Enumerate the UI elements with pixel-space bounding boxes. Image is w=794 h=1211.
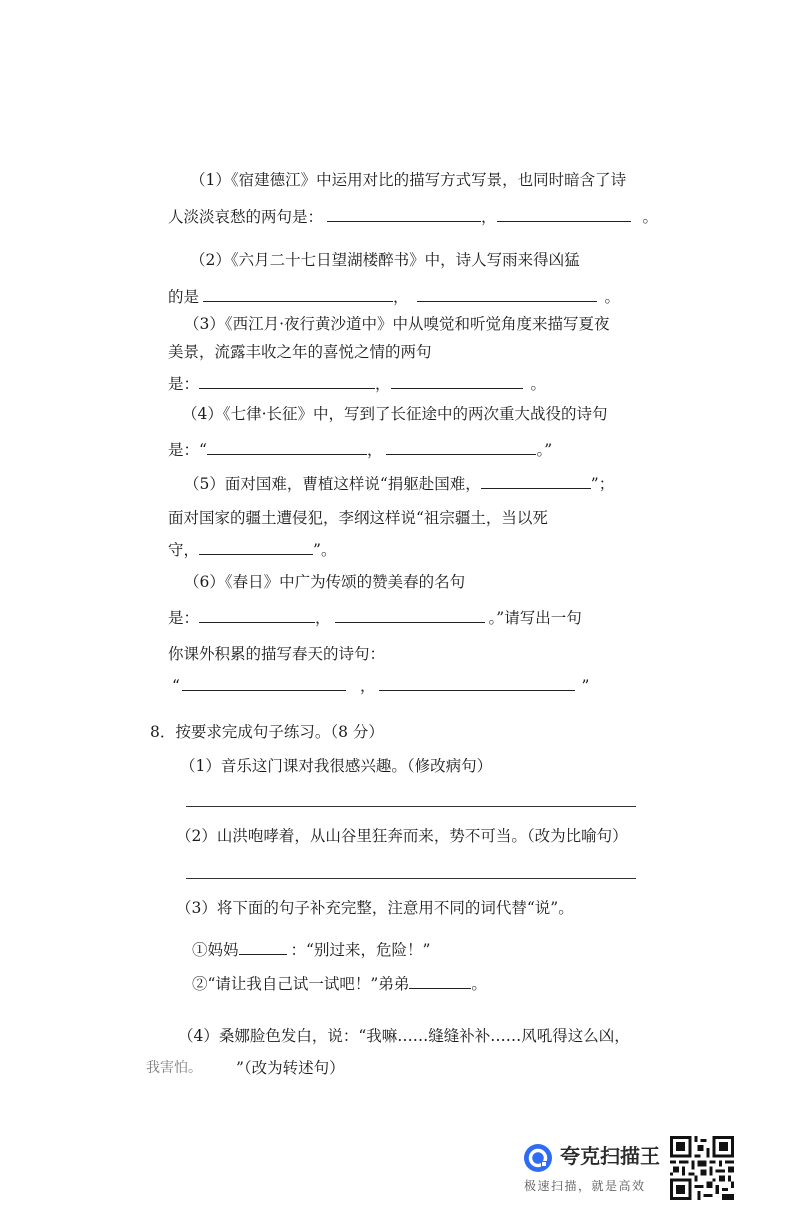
q8-s3a-blank[interactable] [239, 940, 287, 955]
qr-code-icon[interactable] [670, 1136, 734, 1200]
q6-close-quote: ” [581, 677, 590, 695]
q5-prompt: 守， [168, 541, 200, 559]
q6-text: 。”请写出一句 [488, 609, 582, 627]
q4-end: 。” [536, 441, 553, 459]
q3-line1: （3）《西江月·夜行黄沙道中》中从嗅觉和听觉角度来描写夏夜 [184, 315, 610, 333]
q5-blank-2[interactable] [199, 540, 313, 555]
q1-comma: ， [481, 208, 497, 226]
q3-line3 [168, 374, 546, 394]
q5-close: ”； [590, 475, 615, 493]
q2-blank-2[interactable] [417, 287, 597, 302]
q2-comma: ， [393, 288, 409, 306]
q8-s3a-rest: ：“别过来，危险！” [290, 941, 431, 959]
q6-open-quote: “ [172, 677, 180, 695]
q6-blank-3[interactable] [182, 676, 346, 691]
q4-blank-2[interactable] [386, 440, 536, 455]
q6-comma: ， [315, 609, 331, 627]
q8-s2-answer-line[interactable] [186, 878, 636, 879]
q4-line2 [168, 440, 552, 460]
q1-line2 [168, 207, 658, 227]
q3-prompt: 是： [168, 375, 200, 393]
q8-s3: （3）将下面的句子补充完整，注意用不同的词代替“说”。 [176, 899, 574, 917]
q2-line2 [168, 287, 620, 307]
q8-s4: （4）桑娜脸色发白，说：“我嘛……缝缝补补……风吼得这么凶， [178, 1027, 630, 1045]
q1-line1: （1）《宿建德江》中运用对比的描写方式写景，也同时暗含了诗 [190, 171, 627, 189]
brand-name: 夸克扫描王 [560, 1144, 660, 1168]
q6-prompt: 是： [168, 609, 200, 627]
q8-s3a [192, 940, 430, 960]
q8-s4-cut-text: 我害怕。 [146, 1060, 202, 1076]
q8-s1-answer-line[interactable] [186, 806, 636, 807]
q2-line1: （2）《六月二十七日望湖楼醉书》中，诗人写雨来得凶猛 [190, 251, 580, 269]
q1-end: 。 [642, 208, 659, 226]
q6-line4 [172, 676, 589, 696]
q4-blank-1[interactable] [207, 440, 367, 455]
q8-s3b [192, 974, 487, 994]
q5-end: ”。 [313, 541, 337, 559]
q3-line2: 美景，流露丰收之年的喜悦之情的两句 [168, 343, 432, 361]
brand-slogan: 极速扫描，就是高效 [524, 1179, 646, 1193]
q4-line1: （4）《七律·长征》中，写到了长征途中的两次重大战役的诗句 [182, 405, 608, 423]
q6-blank-4[interactable] [379, 676, 575, 691]
q5-text: （5）面对国难，曹植这样说“捐躯赴国难， [184, 475, 481, 493]
q1-prompt: 人淡淡哀愁的两句是： [168, 208, 324, 226]
q8-s3b-blank[interactable] [409, 974, 471, 989]
q4-prompt: 是：“ [168, 441, 207, 459]
q4-comma: ， [366, 441, 383, 459]
q5-line1 [184, 474, 614, 494]
q2-prompt: 的是 [168, 288, 200, 306]
q8-s4-instruction: ”（改为转述句） [236, 1059, 345, 1077]
q8-s3b-text: ②“请让我自己试一试吧！”弟弟 [192, 975, 410, 993]
q8-s3a-text: ①妈妈 [192, 941, 239, 959]
q6-line1: （6）《春日》中广为传颂的赞美春的名句 [184, 573, 466, 591]
q3-comma: ， [375, 375, 391, 393]
scanner-brand [522, 1140, 670, 1200]
q8-s3b-end: 。 [471, 975, 487, 993]
q3-blank-1[interactable] [199, 374, 375, 389]
q6-blank-2[interactable] [335, 608, 485, 623]
q8-s4-line2 [146, 1058, 345, 1078]
q5-line2: 面对国家的疆土遭侵犯，李纲这样说“祖宗疆土，当以死 [168, 509, 548, 527]
q5-line3 [168, 540, 336, 560]
q6-line2 [168, 608, 582, 628]
q3-blank-2[interactable] [391, 374, 523, 389]
q8-s2: （2）山洪咆哮着，从山谷里狂奔而来，势不可当。（改为比喻句） [176, 827, 628, 845]
q3-end: 。 [530, 375, 547, 393]
q1-blank-2[interactable] [497, 207, 631, 222]
q2-end: 。 [604, 288, 621, 306]
q5-blank-1[interactable] [481, 474, 591, 489]
quark-logo-icon [522, 1142, 554, 1174]
q2-blank-1[interactable] [203, 287, 393, 302]
q8-title: 8．按要求完成句子练习。（8 分） [150, 723, 384, 741]
q6-line3: 你课外积累的描写春天的诗句： [168, 645, 386, 663]
q1-blank-1[interactable] [327, 207, 481, 222]
q6-blank-1[interactable] [199, 608, 315, 623]
q8-s1: （1）音乐这门课对我很感兴趣。（修改病句） [180, 757, 493, 775]
q6-comma-2: ， [359, 677, 376, 695]
